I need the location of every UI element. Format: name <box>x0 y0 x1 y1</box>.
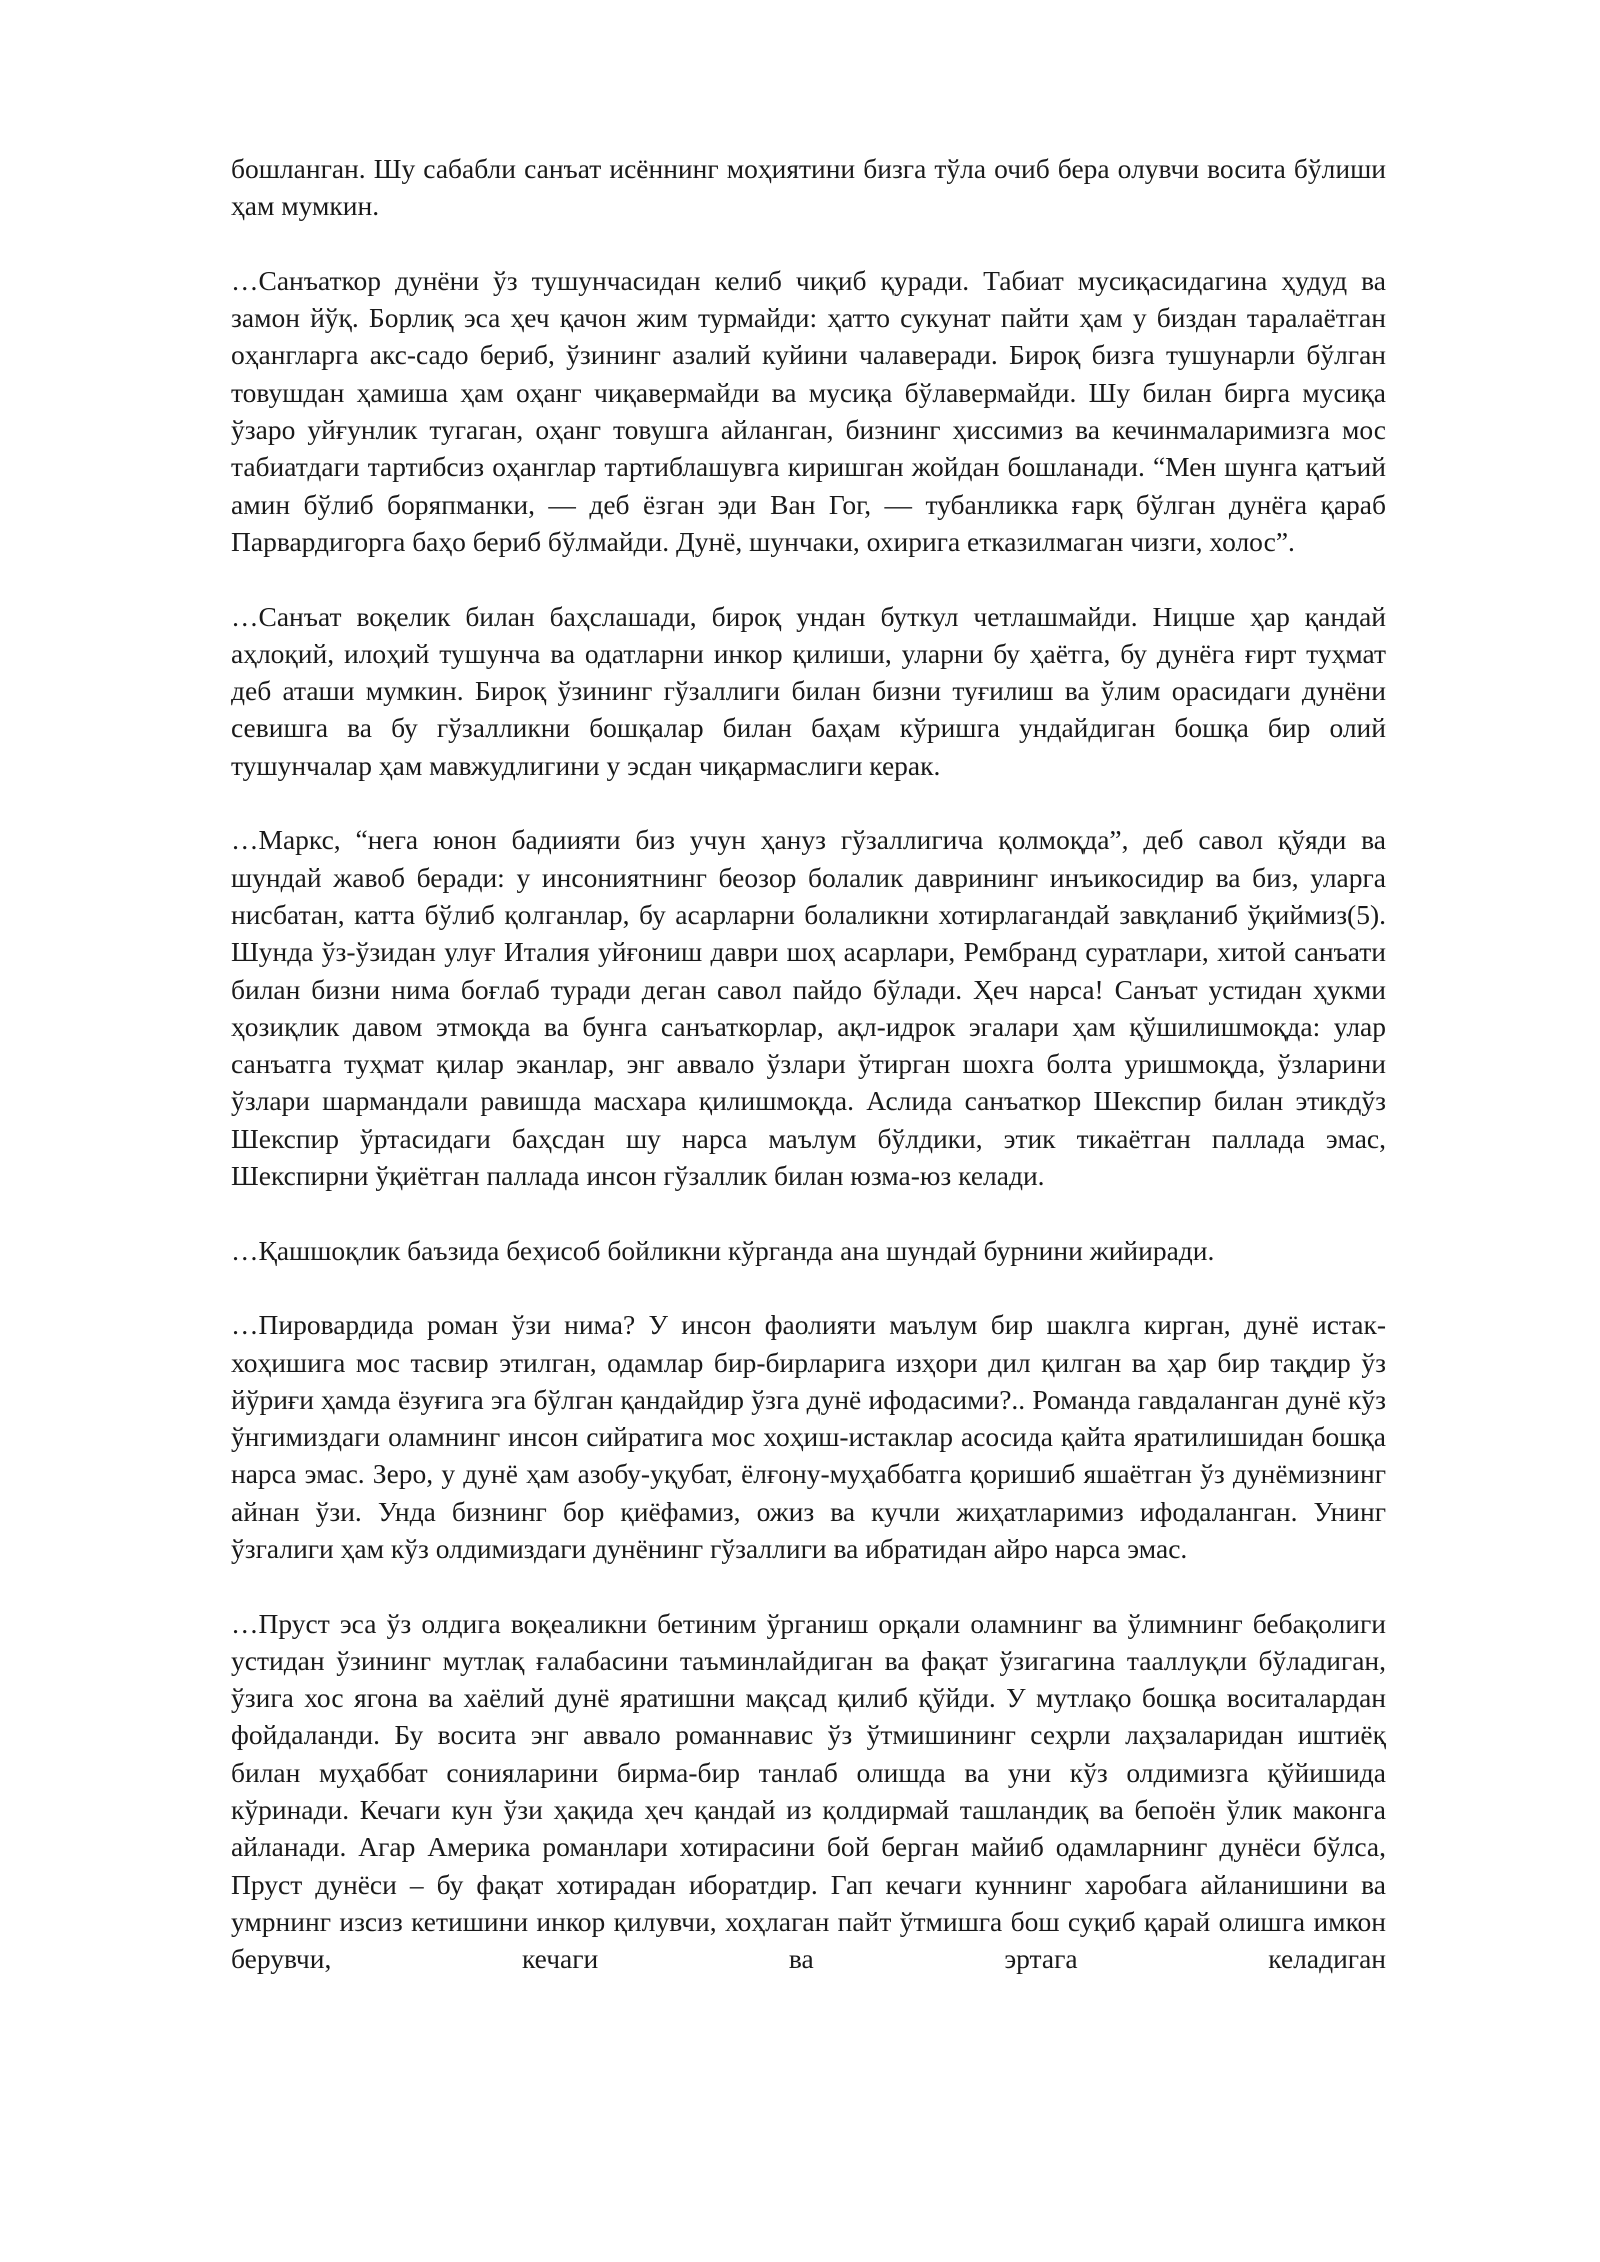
paragraph-4: …Маркс, “нега юнон бадиияти биз учун ҳануз гўзаллигича қолмоқда”, деб савол қўяди ва шундай жавоб беради: у инсониятнинг беозор болалик даврининг инъикосидир ва биз, уларга нисбатан, катта бўлиб қолганлар, бу асарларни болаликни хотирлагандай завқланиб ўқиймиз(5). Шунда ўз-ўзидан улуғ Италия уйғониш даври шоҳ асарлари, Рембранд суратлари, хитой санъати билан бизни нима боғлаб туради деган савол пайдо бўлади. Ҳеч нарса! Санъат устидан ҳукми ҳозиқлик давом этмоқда ва бунга санъаткорлар, ақл-идрок эгалари ҳам қўшилишмоқда: улар санъатга туҳмат қилар эканлар, энг аввало ўзлари ўтирган шохга болта уришмоқда, ўзларини ўзлари шармандали равишда масхара қилишмоқда. Аслида санъаткор Шекспир билан этикдўз Шекспир ўртасидаги баҳсдан шу нарса маълум бўлдики, этик тикаётган паллада эмас, Шекспирни ўқиётган паллада инсон гўзаллик билан юзма-юз келади. <box>231 824 1386 1192</box>
document-page <box>231 150 1386 1978</box>
paragraph-7: …Пруст эса ўз олдига воқеаликни бетиним ўрганиш орқали оламнинг ва ўлимнинг бебақолиги устидан ўзининг мутлақ ғалабасини таъминлайдиган ва фақат ўзигагина тааллуқли бўладиган, ўзига хос ягона ва хаёлий дунё яратишни мақсад қилиб қўйди. У мутлақо бошқа воситалардан фойдаланди. Бу восита энг аввало романнавис ўз ўтмишининг сеҳрли лаҳзаларидан иштиёқ билан муҳаббат сонияларини бирма-бир танлаб олишда ва уни кўз олдимизга қўйишида кўринади. Кечаги кун ўзи ҳақида ҳеч қандай из қолдирмай ташландиқ ва бепоён ўлик маконга айланади. Агар Америка романлари хотирасини бой берган майиб одамларнинг дунёси бўлса, Пруст дунёси – бу фақат хотирадан иборатдир. Гап кечаги куннинг харобага айланишини ва умрнинг изсиз кетишини инкор қилувчи, хоҳлаган пайт ўтмишга бош суқиб қарай олишга имкон берувчи, кечаги ва эртага келадиган <box>231 1607 1386 1975</box>
paragraph-3: …Санъат воқелик билан баҳслашади, бироқ ундан буткул четлашмайди. Ницше ҳар қандай аҳлоқий, илоҳий тушунча ва одатларни инкор қилиши, уларни бу ҳаётга, бу дунёга ғирт туҳмат деб аташи мумкин. Бироқ ўзининг гўзаллиги билан бизни туғилиш ва ўлим орасидаги дунёни севишга ва бу гўзалликни бошқалар билан баҳам кўришга ундайдиган бошқа бир олий тушунчалар ҳам мавжудлигини у эсдан чиқармаслиги керак. <box>231 600 1386 781</box>
paragraph-2: …Санъаткор дунёни ўз тушунчасидан келиб чиқиб қуради. Табиат мусиқасидагина ҳудуд ва замон йўқ. Борлиқ эса ҳеч қачон жим турмайди: ҳатто сукунат пайти ҳам у биздан таралаётган оҳангларга акс-садо бериб, ўзининг азалий куйини чалаверади. Бироқ бизга тушунарли бўлган товушдан ҳамиша ҳам оҳанг чиқавермайди ва мусиқа бўлавермайди. Шу билан бирга мусиқа ўзаро уйғунлик тугаган, оҳанг товушга айланган, бизнинг ҳиссимиз ва кечинмаларимизга мос табиатдаги тартибсиз оҳанглар тартиблашувга киришган жойдан бошланади. “Мен шунга қатъий амин бўлиб боряпманки, — деб ёзган эди Ван Гог, — тубанликка ғарқ бўлган дунёга қараб Парвардигорга баҳо бериб бўлмайди. Дунё, шунчаки, охирига етказилмаган чизги, холос”. <box>231 264 1386 557</box>
paragraph-5: …Қашшоқлик баъзида беҳисоб бойликни кўрганда ана шундай бурнини жийиради. <box>231 1234 1215 1266</box>
paragraph-6: …Пировардида роман ўзи нима? У инсон фаолияти маълум бир шаклга кирган, дунё истак-хоҳишига мос тасвир этилган, одамлар бир-бирларига изҳори дил қилган ва ҳар бир тақдир ўз йўриғи ҳамда ёзуғига эга бўлган қандайдир ўзга дунё ифодасими?.. Романда гавдаланган дунё кўз ўнгимиздаги оламнинг инсон сийратига мос хоҳиш-истаклар асосида қайта яратилишидан бошқа нарса эмас. Зеро, у дунё ҳам азобу-уқубат, ёлғону-муҳаббатга қоришиб яшаётган ўз дунёмизнинг айнан ўзи. Унда бизнинг бор қиёфамиз, ожиз ва кучли жиҳатларимиз ифодаланган. Унинг ўзгалиги ҳам кўз олдимиздаги дунёнинг гўзаллиги ва ибратидан айро нарса эмас. <box>231 1309 1386 1564</box>
paragraph-1: бошланган. Шу сабабли санъат исённинг моҳиятини бизга тўла очиб бера олувчи восита бўлиши ҳам мумкин. <box>231 153 1386 222</box>
